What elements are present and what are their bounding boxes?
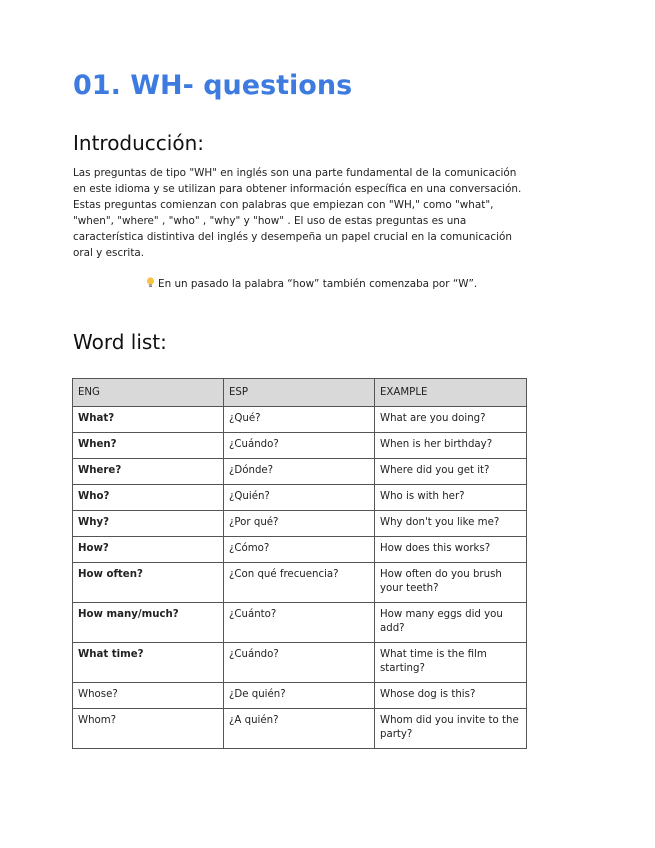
cell-esp: ¿Con qué frecuencia? [224, 563, 375, 603]
intro-paragraph: Las preguntas de tipo "WH" en inglés son una parte fundamental de la comunicación en este idioma y se utilizan para obtener información específica en una conversación. Estas preguntas comienzan con palabras que empiezan con "WH," como "what", "when", "where" , "who" , "why" y "how" . El uso de estas preguntas es una característica distintiva del inglés y desempeña un papel crucial en la comunicación oral y escrita. [73, 167, 522, 259]
cell-eng: Where? [73, 459, 224, 485]
cell-esp: ¿De quién? [224, 683, 375, 709]
tip-text: En un pasado la palabra “how” también comenzaba por “W”. [158, 278, 478, 290]
cell-example: Who is with her? [375, 485, 527, 511]
header-esp: ESP [224, 379, 375, 407]
cell-eng: How many/much? [73, 603, 224, 643]
cell-example: Whom did you invite to the party? [375, 709, 527, 749]
table-row [73, 643, 527, 683]
cell-example: Whose dog is this? [375, 683, 527, 709]
cell-esp: ¿Cómo? [224, 537, 375, 563]
cell-eng: Whom? [73, 709, 224, 749]
table-row [73, 537, 527, 563]
table-row [73, 511, 527, 537]
cell-example: When is her birthday? [375, 433, 527, 459]
lightbulb-icon [146, 277, 155, 288]
cell-esp: ¿Cuándo? [224, 433, 375, 459]
cell-esp: ¿Dónde? [224, 459, 375, 485]
table-row [73, 485, 527, 511]
cell-eng: When? [73, 433, 224, 459]
table-row [73, 563, 527, 603]
header-example: EXAMPLE [375, 379, 527, 407]
cell-example: Where did you get it? [375, 459, 527, 485]
table-header-row [73, 379, 527, 407]
header-eng: ENG [73, 379, 224, 407]
cell-esp: ¿Cuándo? [224, 643, 375, 683]
cell-example: How often do you brush your teeth? [375, 563, 527, 603]
table-row [73, 433, 527, 459]
table-row [73, 459, 527, 485]
tip-note [146, 277, 477, 290]
cell-example: How does this works? [375, 537, 527, 563]
cell-esp: ¿A quién? [224, 709, 375, 749]
intro-heading: Introducción: [73, 131, 205, 155]
word-list-table [72, 378, 527, 749]
cell-example: What are you doing? [375, 407, 527, 433]
table-row [73, 683, 527, 709]
cell-eng: Who? [73, 485, 224, 511]
table-row [73, 709, 527, 749]
cell-esp: ¿Quién? [224, 485, 375, 511]
table-row [73, 407, 527, 433]
cell-esp: ¿Por qué? [224, 511, 375, 537]
cell-eng: What time? [73, 643, 224, 683]
word-list-heading: Word list: [73, 330, 167, 354]
cell-eng: Whose? [73, 683, 224, 709]
table-row [73, 603, 527, 643]
cell-example: How many eggs did you add? [375, 603, 527, 643]
cell-eng: How often? [73, 563, 224, 603]
cell-esp: ¿Cuánto? [224, 603, 375, 643]
page-title: 01. WH- questions [73, 70, 353, 101]
cell-esp: ¿Qué? [224, 407, 375, 433]
cell-eng: Why? [73, 511, 224, 537]
cell-example: What time is the film starting? [375, 643, 527, 683]
cell-eng: What? [73, 407, 224, 433]
cell-eng: How? [73, 537, 224, 563]
cell-example: Why don't you like me? [375, 511, 527, 537]
